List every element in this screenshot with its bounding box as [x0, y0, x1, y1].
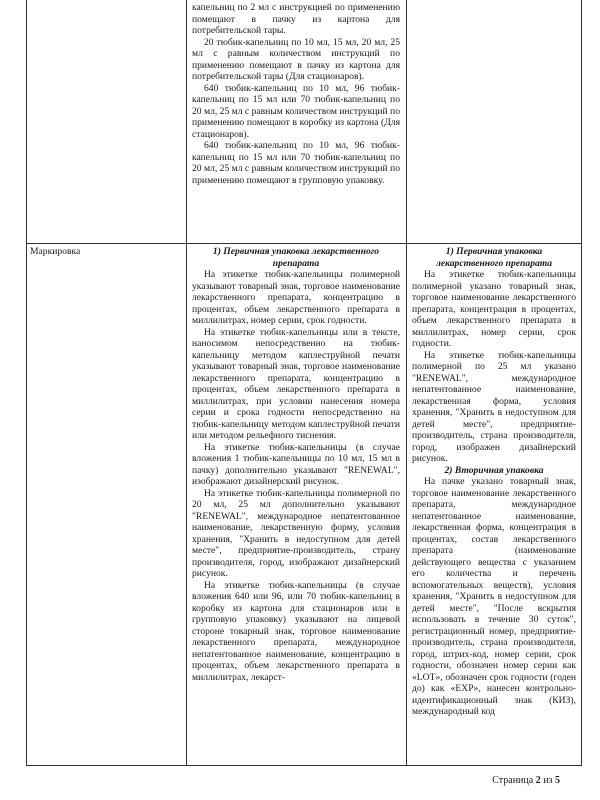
marking-paragraph-right: На пачке указано товарный знак, торговое наименование лекарственного препарата, международное непатентованное наименование, лекарственная форма, концентрация в процентах, состав лекарственного препарата (наименование действующего вещества с указанием его количества и перечень вспомогательных веществ), условия хранения, "Хранить в недоступном для детей месте", "После вскрытия использовать в течение 30 суток", регистрационный номер, предприятие-производитель, страна производителя, город, штрих-код, номер серии, срок годности, обозначен номер серии как «LOT», обозначен срок годности (годен до) как «EXP», нанесен контрольно-идентификационный знак (КИЗ), международный код	[412, 476, 576, 717]
page-number-middle: из	[540, 775, 555, 786]
page-number-prefix: Страница	[492, 775, 536, 786]
column-divider-1	[186, 0, 187, 765]
primary-packaging-heading: 1) Первичная упаковка лекарственного препарата	[212, 246, 380, 269]
marking-paragraph: На этикетке тюбик-капельницы (в случае вложения 1 тюбик-капельницы по 10 мл, 15 мл в пачку) дополнительно указывают "RENEWAL", изображают дизайнерский рисунок.	[192, 441, 400, 487]
marking-actual-cell	[412, 246, 576, 718]
column-divider-2	[406, 0, 407, 765]
row-divider	[26, 243, 582, 244]
marking-paragraph: На этикетке тюбик-капельницы полимерной указывают товарный знак, торговое наименование лекарственного препарата, концентрацию в процентах, объем лекарственного препарата в миллилитрах, номер серии, срок годности.	[192, 269, 400, 326]
marking-paragraph: На этикетке тюбик-капельницы полимерной по 20 мл, 25 мл дополнительно указывают "RENEWAL", международное непатентованное наименование, лекарственную форму, условия хранения, "Хранить в недоступном для детей месте", предприятие-производитель, страну производителя, город, изображают дизайнерский рисунок.	[192, 487, 400, 579]
packaging-paragraph: 20 тюбик-капельниц по 10 мл, 15 мл, 20 мл, 25 мл с равным количеством инструкций по применению помещают в пачку из картона для потребительской тары (Для стационаров).	[192, 36, 400, 82]
packaging-paragraph: капельниц по 2 мл с инструкцией по применению помещают в пачку из картона для потребительской тары.	[192, 2, 400, 36]
specification-table	[26, 0, 582, 766]
page-number-total: 5	[555, 775, 560, 786]
marking-paragraph: На этикетке тюбик-капельницы (в случае вложения 640 или 96, или 70 тюбик-капельниц в коробку из картона для стационаров или в групповую упаковку) указывают на лицевой стороне товарный знак, торговое наименование лекарственного препарата, международное непатентованное наименование, концентрацию в процентах, объем лекарственного препарата в миллилитрах, лекарст-	[192, 579, 400, 683]
page-number-current: 2	[535, 775, 541, 786]
packaging-text-cell	[192, 2, 400, 186]
marking-paragraph-right: На этикетке тюбик-капельницы полимерной указано товарный знак, торговое наименование лекарственного препарата, концентрация в процентах, объем лекарственного препарата в миллилитрах, номер серии, срок годности.	[412, 269, 576, 349]
page-number	[492, 775, 560, 786]
table-border-left	[26, 0, 27, 765]
packaging-paragraph: 640 тюбик-капельниц по 10 мл, 96 тюбик-капельниц по 15 мл или 70 тюбик-капельниц по 20 мл, 25 мл с равным количеством инструкций по применению помещают в групповую упаковку.	[192, 140, 400, 186]
marking-paragraph: На этикетке тюбик-капельницы или в тексте, наносимом непосредственно на тюбик-капельницу методом каплеструйной печати указывают товарный знак, торговое наименование лекарственного препарата, концентрацию в процентах, объем лекарственного препарата в миллилитрах, при условии нанесения номера серии и срока годности непосредственно на тюбик-капельницу методом каплеструйной печати или методом рельефного тиснения.	[192, 326, 400, 441]
row-label-marking: Маркировка	[30, 246, 81, 257]
packaging-paragraph: 640 тюбик-капельниц по 10 мл, 96 тюбик-капельниц по 15 мл или 70 тюбик-капельниц по 20 мл, 25 мл с равным количеством инструкций по применению помещают в коробку из картона (Для стационаров).	[192, 82, 400, 140]
table-border-right	[581, 0, 582, 765]
marking-paragraph-right: На этикетке тюбик-капельницы полимерной по 25 мл указано "RENEWAL", международное непатентованное наименование, лекарственная форма, условия хранения, "Хранить в недоступном для детей месте", предприятие-производитель, страна производителя, город, изображен дизайнерский рисунок.	[412, 349, 576, 464]
marking-requirements-cell	[192, 246, 400, 683]
secondary-packaging-heading: 2) Вторичная упаковка	[444, 464, 544, 476]
primary-packaging-heading-right: 1) Первичная упаковка лекарственного препарата	[435, 246, 553, 269]
